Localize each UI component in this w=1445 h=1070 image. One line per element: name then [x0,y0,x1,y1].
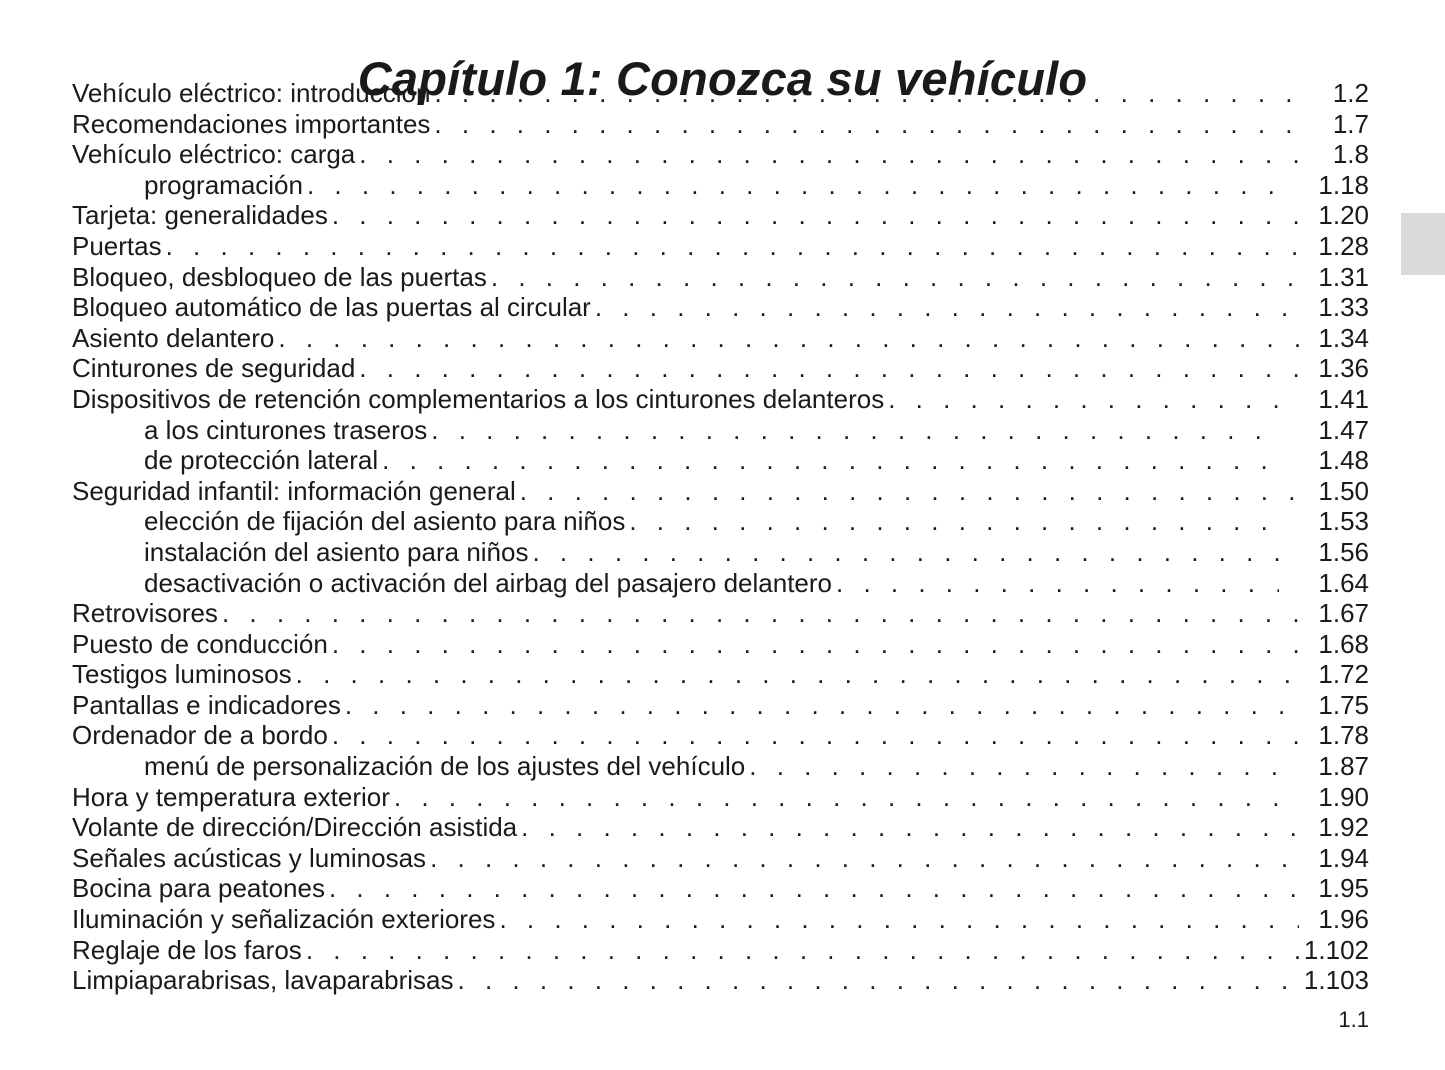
toc-entry-page: 1.28 [1318,230,1369,261]
dot-leader [836,568,1279,599]
toc-entry[interactable] [72,323,1369,354]
dot-leader [394,782,1299,813]
toc-entry[interactable] [72,812,1369,843]
toc-entry-label: Puertas [72,230,162,261]
dot-leader [520,476,1299,507]
dot-leader [332,200,1299,231]
dot-leader [532,537,1279,568]
dot-leader [306,935,1299,966]
dot-leader [431,415,1279,446]
toc-entry-label: Bloqueo automático de las puertas al circular [72,292,591,323]
toc-entry-page: 1.103 [1303,965,1369,996]
toc-entry-page: 1.94 [1318,842,1369,873]
dot-leader [359,353,1299,384]
toc-entry-page: 1.102 [1303,934,1369,965]
toc-entry-page: 1.68 [1318,628,1369,659]
toc-entry-label: Asiento delantero [72,322,275,353]
toc-entry-label: Puesto de conducción [72,628,328,659]
toc-entry[interactable] [72,720,1369,751]
toc-entry-page: 1.53 [1318,506,1369,537]
toc-entry-page: 1.34 [1318,322,1369,353]
toc-entry[interactable] [72,78,1369,109]
toc-entry-page: 1.31 [1318,261,1369,292]
toc-entry-page: 1.20 [1318,200,1369,231]
dot-leader [332,720,1299,751]
toc-entry-label: Limpiaparabrisas, lavaparabrisas [72,965,454,996]
toc-entry-page: 1.7 [1332,108,1369,139]
dot-leader [359,139,1299,170]
dot-leader [749,751,1279,782]
toc-entry[interactable] [72,935,1369,966]
toc-entry-page: 1.41 [1318,383,1369,414]
toc-entry-page: 1.2 [1332,78,1369,108]
toc-entry-label: Reglaje de los faros [72,934,302,965]
toc-entry-page: 1.78 [1318,720,1369,751]
toc-entry[interactable] [72,200,1369,231]
toc-entry[interactable] [72,904,1369,935]
dot-leader [521,812,1299,843]
toc-entry[interactable] [72,690,1369,721]
dot-leader [382,445,1279,476]
toc-entry[interactable] [72,231,1369,262]
dot-leader [278,323,1299,354]
toc-entry-page: 1.50 [1318,475,1369,506]
dot-leader [629,506,1279,537]
toc-entry[interactable] [72,353,1369,384]
toc-entry-page: 1.92 [1318,812,1369,843]
toc-entry-label: de protección lateral [144,445,379,476]
toc-entry-page: 1.75 [1318,689,1369,720]
toc-subentry[interactable] [72,415,1369,446]
toc-entry-label: Vehículo eléctrico: carga [72,139,356,170]
toc-entry[interactable] [72,384,1369,415]
dot-leader [499,904,1299,935]
toc-subentry[interactable] [72,568,1369,599]
toc-entry-label: a los cinturones traseros [144,414,428,445]
toc-entry[interactable] [72,843,1369,874]
toc-entry[interactable] [72,782,1369,813]
toc-entry-label: Seguridad infantil: información general [72,475,516,506]
toc-entry[interactable] [72,292,1369,323]
dot-leader [595,292,1299,323]
toc-entry-label: desactivación o activación del airbag del pasajero delantero [144,567,832,598]
toc-entry[interactable] [72,629,1369,660]
toc-entry-page: 1.33 [1318,292,1369,323]
toc-entry-page: 1.95 [1318,873,1369,904]
toc-entry-label: elección de fijación del asiento para niños [144,506,626,537]
toc-entry-label: Recomendaciones importantes [72,108,431,139]
toc-entry-label: Pantallas e indicadores [72,689,341,720]
toc-entry-label: Cinturones de seguridad [72,353,356,384]
toc-entry-page: 1.72 [1318,659,1369,690]
toc-entry-label: Hora y temperatura exterior [72,781,390,812]
toc-entry-page: 1.47 [1318,414,1369,445]
toc-entry-label: menú de personalización de los ajustes del vehículo [144,751,746,782]
toc-subentry[interactable] [72,170,1369,201]
toc-subentry[interactable] [72,445,1369,476]
toc-entry-label: Tarjeta: generalidades [72,200,328,231]
toc-entry-label: Vehículo eléctrico: introducción [72,78,431,108]
dot-leader [329,873,1299,904]
toc-entry-label: programación [144,169,303,200]
toc-entry-page: 1.64 [1318,567,1369,598]
dot-leader [434,109,1299,140]
toc-entry-page: 1.18 [1318,169,1369,200]
toc-entry-label: Retrovisores [72,598,218,629]
dot-leader [332,629,1299,660]
toc-entry-label: Bocina para peatones [72,873,325,904]
toc-entry-label: Bloqueo, desbloqueo de las puertas [72,261,487,292]
toc-entry-page: 1.56 [1318,536,1369,567]
toc-entry-label: Testigos luminosos [72,659,292,690]
dot-leader [166,231,1299,262]
toc-entry-label: Dispositivos de retención complementarios a los cinturones delanteros [72,383,885,414]
dot-leader [491,262,1299,293]
toc-entry[interactable] [72,873,1369,904]
toc-entry-label: Señales acústicas y luminosas [72,842,427,873]
dot-leader [888,384,1299,415]
toc-entry-page: 1.67 [1318,598,1369,629]
toc-entry[interactable] [72,659,1369,690]
toc-entry[interactable] [72,965,1369,996]
toc-entry-page: 1.87 [1318,751,1369,782]
dot-leader [345,690,1299,721]
toc-entry[interactable] [72,262,1369,293]
page-number: 1.1 [1338,1007,1369,1032]
table-of-contents [72,78,1369,996]
toc-subentry[interactable] [72,751,1369,782]
dot-leader [296,659,1299,690]
dot-leader [434,78,1299,109]
toc-entry-label: Iluminación y señalización exteriores [72,904,496,935]
chapter-side-tab [1401,213,1445,275]
toc-entry-page: 1.48 [1318,445,1369,476]
chapter-title: Capítulo 1: Conozca su vehículo [357,52,1088,106]
toc-entry[interactable] [72,598,1369,629]
toc-entry-page: 1.90 [1318,781,1369,812]
dot-leader [430,843,1299,874]
toc-subentry[interactable] [72,506,1369,537]
dot-leader [307,170,1279,201]
toc-entry[interactable] [72,476,1369,507]
toc-subentry[interactable] [72,537,1369,568]
toc-entry-page: 1.8 [1332,139,1369,170]
dot-leader [222,598,1299,629]
dot-leader [458,965,1299,996]
toc-entry[interactable] [72,139,1369,170]
toc-entry-label: Volante de dirección/Dirección asistida [72,812,518,843]
toc-entry-page: 1.96 [1318,904,1369,935]
toc-entry-label: instalación del asiento para niños [144,536,529,567]
toc-entry[interactable] [72,109,1369,140]
toc-entry-label: Ordenador de a bordo [72,720,328,751]
toc-entry-page: 1.36 [1318,353,1369,384]
